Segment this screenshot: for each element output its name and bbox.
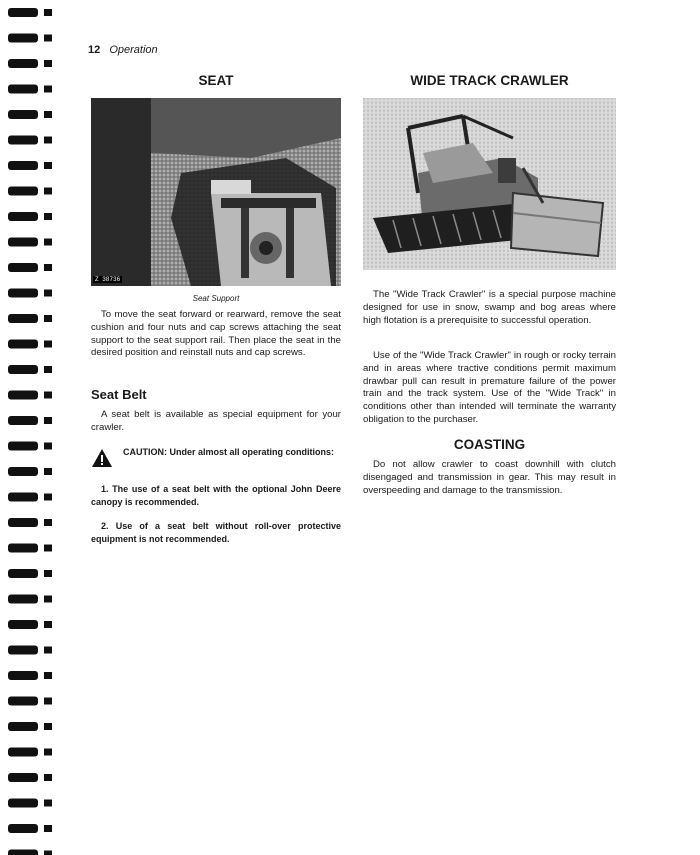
binding-hole bbox=[44, 596, 52, 603]
binding-hole bbox=[44, 723, 52, 730]
binding-hole bbox=[44, 774, 52, 781]
manual-page bbox=[70, 0, 700, 855]
binding-hole bbox=[44, 60, 52, 67]
binding-ring bbox=[8, 136, 38, 145]
coasting-heading: COASTING bbox=[453, 437, 526, 452]
binding-ring bbox=[8, 391, 38, 400]
seat-belt-paragraph: A seat belt is available as special equipment for your crawler. bbox=[91, 409, 341, 433]
caution-text: CAUTION: Under almost all operating conditions: bbox=[123, 447, 335, 457]
seat-paragraph: To move the seat forward or rearward, remove the seat cushion and four nuts and cap screws attaching the seat support to the seat support rail. Then place the seat in the desired position and reinstall nuts and cap screws. bbox=[91, 309, 341, 359]
warning-icon bbox=[91, 448, 113, 468]
binding-hole bbox=[44, 213, 52, 220]
binding-ring bbox=[8, 442, 38, 451]
binding-ring bbox=[8, 365, 38, 374]
binding-hole bbox=[44, 392, 52, 399]
binding-hole bbox=[44, 494, 52, 501]
binding-ring bbox=[8, 85, 38, 94]
binding-ring bbox=[8, 340, 38, 349]
binding-ring bbox=[8, 850, 38, 855]
seat-heading: SEAT bbox=[198, 73, 234, 88]
binding-ring bbox=[8, 799, 38, 808]
spiral-binding bbox=[0, 0, 62, 855]
binding-hole bbox=[44, 468, 52, 475]
binding-ring bbox=[8, 34, 38, 43]
seat-support-caption: Seat Support bbox=[192, 294, 240, 303]
binding-ring bbox=[8, 110, 38, 119]
binding-hole bbox=[44, 341, 52, 348]
binding-ring bbox=[8, 773, 38, 782]
page-number: 12 bbox=[88, 44, 101, 56]
binding-hole bbox=[44, 621, 52, 628]
binding-hole bbox=[44, 545, 52, 552]
wide-track-paragraph-2: Use of the "Wide Track Crawler" in rough or rocky terrain and in areas where tractive conditions permit maximum drawbar pull can result in premature failure of the power train and the track system. Use of the "Wide Track" in conditions other than intended will terminate the warranty obligation to the purchaser. bbox=[363, 350, 616, 425]
section-title: Operation bbox=[109, 44, 158, 56]
binding-ring bbox=[8, 187, 38, 196]
binding-hole bbox=[44, 290, 52, 297]
binding-ring bbox=[8, 238, 38, 247]
binding-ring bbox=[8, 697, 38, 706]
binding-hole bbox=[44, 519, 52, 526]
binding-hole bbox=[44, 162, 52, 169]
binding-hole bbox=[44, 417, 52, 424]
binding-hole bbox=[44, 825, 52, 832]
binding-ring bbox=[8, 518, 38, 527]
binding-hole bbox=[44, 800, 52, 807]
binding-ring bbox=[8, 289, 38, 298]
binding-ring bbox=[8, 416, 38, 425]
binding-hole bbox=[44, 264, 52, 271]
binding-ring bbox=[8, 671, 38, 680]
binding-ring bbox=[8, 467, 38, 476]
binding-hole bbox=[44, 672, 52, 679]
binding-ring bbox=[8, 595, 38, 604]
binding-hole bbox=[44, 851, 52, 855]
binding-hole bbox=[44, 35, 52, 42]
binding-ring bbox=[8, 544, 38, 553]
binding-ring bbox=[8, 569, 38, 578]
binding-ring bbox=[8, 493, 38, 502]
coasting-paragraph: Do not allow crawler to coast downhill with clutch disengaged and transmission in gear. This may result in overspeeding and damage to the transmission. bbox=[363, 459, 616, 496]
binding-hole bbox=[44, 443, 52, 450]
binding-hole bbox=[44, 749, 52, 756]
list-item: 2. Use of a seat belt without roll-over protective equipment is not recommended. bbox=[91, 521, 341, 544]
binding-hole bbox=[44, 9, 52, 16]
binding-hole bbox=[44, 111, 52, 118]
wide-track-crawler-photo bbox=[363, 98, 616, 270]
binding-hole bbox=[44, 647, 52, 654]
wide-track-paragraph-1: The "Wide Track Crawler" is a special purpose machine designed for use in snow, swamp and bog areas where high flotation is a prerequisite to successful operation. bbox=[363, 289, 616, 326]
list-item: 1. The use of a seat belt with the optional John Deere canopy is recommended. bbox=[91, 484, 341, 507]
binding-hole bbox=[44, 570, 52, 577]
binding-ring bbox=[8, 263, 38, 272]
binding-ring bbox=[8, 646, 38, 655]
running-header bbox=[88, 44, 158, 56]
binding-hole bbox=[44, 86, 52, 93]
binding-ring bbox=[8, 824, 38, 833]
binding-ring bbox=[8, 620, 38, 629]
binding-ring bbox=[8, 59, 38, 68]
binding-hole bbox=[44, 315, 52, 322]
binding-hole bbox=[44, 137, 52, 144]
binding-hole bbox=[44, 239, 52, 246]
binding-hole bbox=[44, 366, 52, 373]
binding-ring bbox=[8, 161, 38, 170]
binding-hole bbox=[44, 698, 52, 705]
wide-track-heading: WIDE TRACK CRAWLER bbox=[410, 73, 569, 88]
binding-ring bbox=[8, 748, 38, 757]
seat-belt-heading: Seat Belt bbox=[91, 387, 147, 402]
binding-ring bbox=[8, 314, 38, 323]
binding-hole bbox=[44, 188, 52, 195]
binding-ring bbox=[8, 722, 38, 731]
binding-ring bbox=[8, 212, 38, 221]
photo-id: Z 38736 bbox=[95, 276, 121, 283]
binding-ring bbox=[8, 8, 38, 17]
seat-support-photo bbox=[91, 98, 341, 286]
